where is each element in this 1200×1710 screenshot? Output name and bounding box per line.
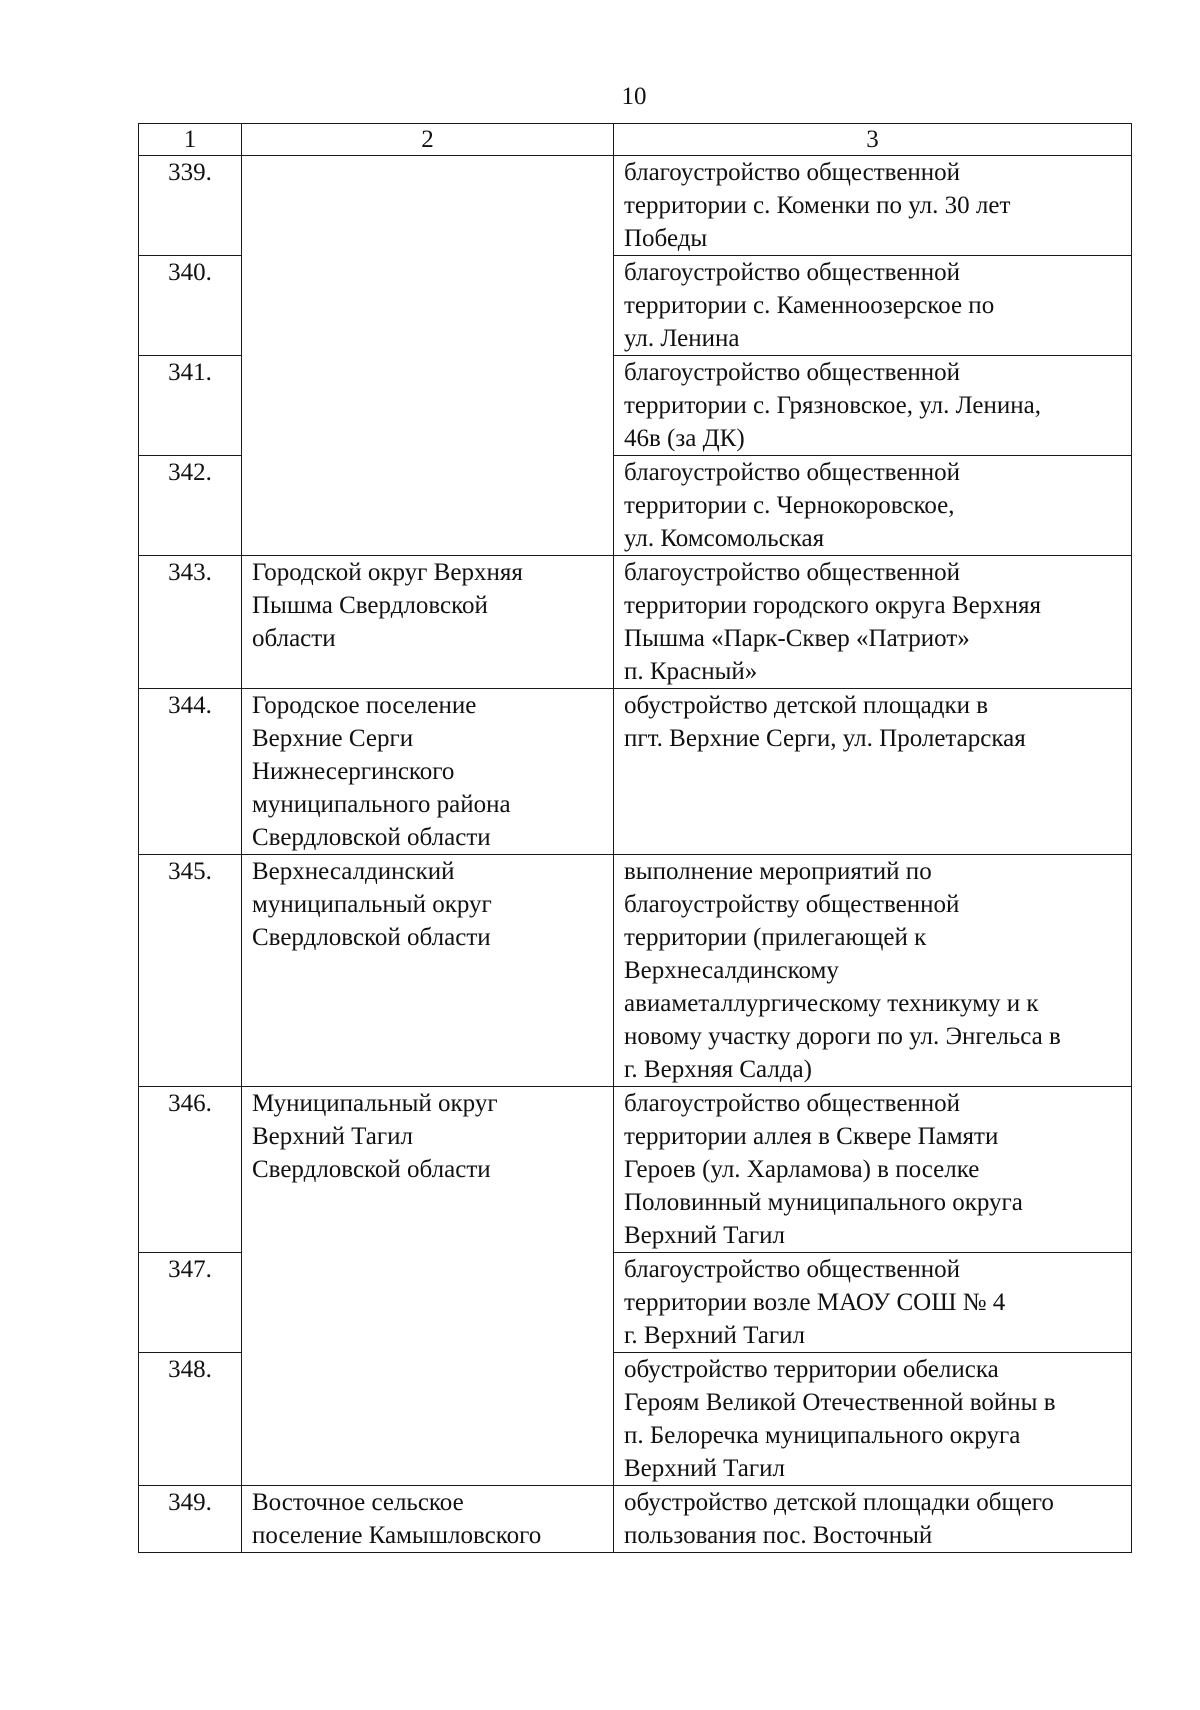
object-line: обустройство детской площадки в <box>624 692 989 719</box>
row-number: 340. <box>139 256 242 356</box>
table-row <box>139 689 1132 855</box>
row-number: 347. <box>139 1253 242 1353</box>
row-number: 341. <box>139 356 242 456</box>
municipality-line: поселение Камышловского <box>252 1522 542 1549</box>
row-number: 349. <box>139 1486 242 1553</box>
row-number: 339. <box>139 156 242 256</box>
object-line: благоустройство общественной <box>624 1256 961 1283</box>
municipality-line: Городской округ Верхняя <box>252 559 523 586</box>
row-number: 345. <box>139 855 242 1087</box>
object-line: Героям Великой Отечественной войны в <box>624 1389 1056 1416</box>
object-line: территории с. Грязновское, ул. Ленина, <box>624 392 1042 419</box>
municipality-line: Свердловской области <box>252 1156 491 1183</box>
object-cell <box>614 689 1132 855</box>
object-cell <box>614 855 1132 1087</box>
object-cell <box>614 1087 1132 1253</box>
table-row <box>139 156 1132 256</box>
municipality-line: области <box>252 625 336 652</box>
object-cell <box>614 1353 1132 1486</box>
object-line: 46в (за ДК) <box>624 425 745 452</box>
object-line: пгт. Верхние Серги, ул. Пролетарская <box>624 725 1026 752</box>
object-line: благоустройство общественной <box>624 159 961 186</box>
object-line: обустройство детской площадки общего <box>624 1489 1054 1516</box>
object-line: территории с. Коменки по ул. 30 лет <box>624 192 1011 219</box>
object-line: территории с. Чернокоровское, <box>624 492 955 519</box>
table-row <box>139 556 1132 689</box>
municipality-cell <box>242 1486 614 1553</box>
municipality-line: муниципальный округ <box>252 891 492 918</box>
object-line: авиаметаллургическому техникуму и к <box>624 990 1039 1017</box>
row-number: 343. <box>139 556 242 689</box>
page-number: 10 <box>621 83 647 110</box>
object-line: Половинный муниципального округа <box>624 1189 1023 1216</box>
municipality-line: Восточное сельское <box>252 1489 464 1516</box>
municipality-cell <box>242 689 614 855</box>
object-cell <box>614 156 1132 256</box>
municipality-line: Пышма Свердловской <box>252 592 488 619</box>
object-line: территории аллея в Сквере Памяти <box>624 1123 999 1150</box>
object-line: п. Белоречка муниципального округа <box>624 1422 1021 1449</box>
object-line: пользования пос. Восточный <box>624 1522 933 1549</box>
row-number: 346. <box>139 1087 242 1253</box>
object-line: Победы <box>624 225 708 252</box>
municipality-cell <box>242 855 614 1087</box>
object-cell <box>614 1253 1132 1353</box>
object-cell <box>614 1486 1132 1553</box>
object-line: территории городского округа Верхняя <box>624 592 1042 619</box>
table-row <box>139 855 1132 1087</box>
object-line: ул. Ленина <box>624 325 740 352</box>
municipality-line: Свердловской области <box>252 824 491 851</box>
object-line: территории возле МАОУ СОШ № 4 <box>624 1289 1006 1316</box>
object-line: благоустройство общественной <box>624 259 961 286</box>
object-line: территории с. Каменноозерское по <box>624 292 995 319</box>
object-cell <box>614 256 1132 356</box>
row-number: 348. <box>139 1353 242 1486</box>
object-line: Верхнесалдинскому <box>624 957 839 984</box>
column-header-3: 3 <box>614 124 1132 156</box>
object-line: обустройство территории обелиска <box>624 1356 999 1383</box>
register-table <box>138 123 1132 1553</box>
municipality-cell <box>242 1087 614 1486</box>
municipality-line: Верхние Серги <box>252 725 414 752</box>
municipality-line: Свердловской области <box>252 924 491 951</box>
municipality-line: муниципального района <box>252 791 511 818</box>
municipality-line: Верхний Тагил <box>252 1123 414 1150</box>
object-cell <box>614 356 1132 456</box>
table-row <box>139 1486 1132 1553</box>
municipality-line: Муниципальный округ <box>252 1090 498 1117</box>
column-header-1: 1 <box>139 124 242 156</box>
object-line: Героев (ул. Харламова) в поселке <box>624 1156 980 1183</box>
object-cell <box>614 556 1132 689</box>
row-number: 342. <box>139 456 242 556</box>
object-line: Пышма «Парк-Сквер «Патриот» <box>624 625 970 652</box>
object-line: Верхний Тагил <box>624 1455 786 1482</box>
municipality-line: Верхнесалдинский <box>252 858 455 885</box>
object-line: благоустройство общественной <box>624 359 961 386</box>
object-line: новому участку дороги по ул. Энгельса в <box>624 1023 1061 1050</box>
object-line: Верхний Тагил <box>624 1222 786 1249</box>
object-line: г. Верхняя Салда) <box>624 1056 812 1083</box>
object-line: благоустройству общественной <box>624 891 960 918</box>
object-line: территории (прилегающей к <box>624 924 927 951</box>
object-line: благоустройство общественной <box>624 1090 961 1117</box>
municipality-line: Нижнесергинского <box>252 758 455 785</box>
object-line: выполнение мероприятий по <box>624 858 932 885</box>
object-line: п. Красный» <box>624 658 758 685</box>
municipality-cell <box>242 556 614 689</box>
row-number: 344. <box>139 689 242 855</box>
column-header-2: 2 <box>242 124 614 156</box>
object-line: ул. Комсомольская <box>624 525 825 552</box>
object-line: благоустройство общественной <box>624 559 961 586</box>
object-line: г. Верхний Тагил <box>624 1322 805 1349</box>
municipality-line: Городское поселение <box>252 692 477 719</box>
municipality-cell <box>242 156 614 556</box>
object-cell <box>614 456 1132 556</box>
table-row <box>139 1087 1132 1253</box>
object-line: благоустройство общественной <box>624 459 961 486</box>
table-header-row <box>139 124 1132 156</box>
